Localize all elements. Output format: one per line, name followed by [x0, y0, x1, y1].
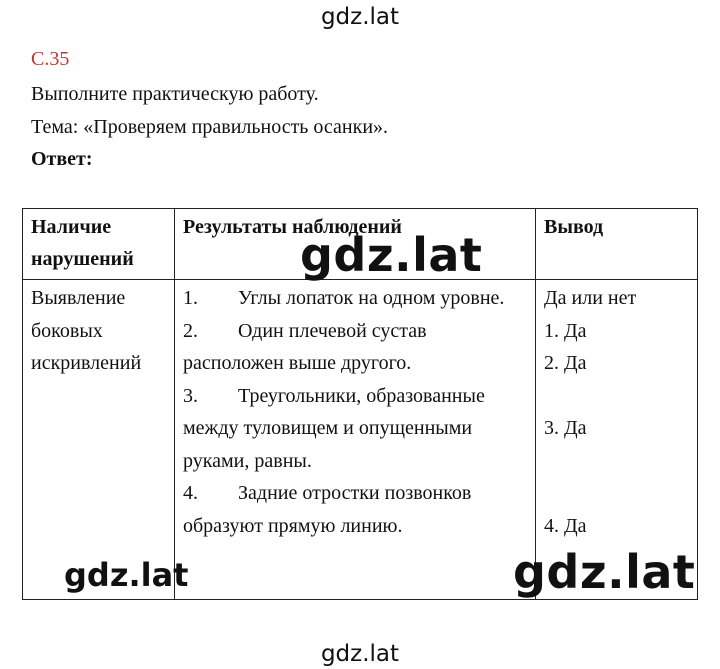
answer-label: Ответ: — [31, 148, 93, 170]
spacer — [544, 380, 689, 413]
task-instruction: Выполните практическую работу. — [31, 83, 319, 105]
header-observations: Результаты наблюдений — [175, 209, 536, 280]
violation-cell: Выявление боковых искривлений — [23, 280, 175, 600]
observations-cell — [175, 280, 536, 600]
topic-line: Тема: «Проверяем правильность осанки». — [31, 116, 389, 138]
conclusion-item: 2. Да — [544, 352, 587, 374]
observation-item: 4. Задние отростки позвонков образуют прямую линию. — [183, 482, 472, 537]
spacer — [544, 445, 689, 510]
observation-item: 1. Углы лопаток на одном уровне. — [183, 287, 505, 309]
observation-item: 3. Треугольники, образованные между туловищем и опущенными руками, равны. — [183, 384, 485, 472]
page-reference: С.35 — [31, 48, 70, 70]
conclusion-head: Да или нет — [544, 287, 637, 309]
header-conclusion: Вывод — [536, 209, 698, 280]
header-violation: Наличие нарушений — [23, 209, 175, 280]
conclusion-item: 1. Да — [544, 319, 587, 342]
watermark-middle: gdz.lat — [300, 228, 483, 282]
watermark-right: gdz.lat — [513, 545, 696, 599]
watermark-bottom: gdz.lat — [320, 641, 400, 667]
observation-item: 2. Один плечевой сустав расположен выше другого. — [183, 319, 427, 374]
conclusion-item: 3. Да — [544, 417, 587, 439]
conclusion-item: 4. Да — [544, 514, 587, 537]
watermark-top: gdz.lat — [320, 4, 400, 30]
watermark-left: gdz.lat — [64, 556, 189, 594]
